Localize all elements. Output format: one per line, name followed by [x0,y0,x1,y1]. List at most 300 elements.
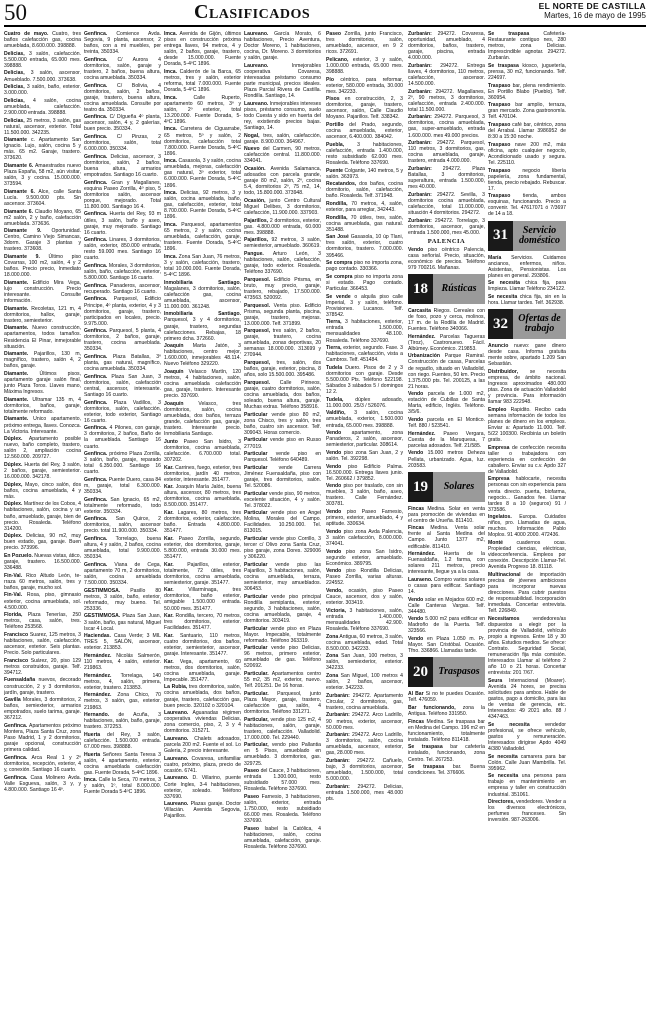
ad-body: vende piso en Angel Molina, Morales del Campo. Facilidades. 10.250.000. Tel. 813015. [244,510,321,535]
ad-lead: Particular. [244,671,269,678]
ad-lead: Particular, [244,716,269,723]
ad-lead: Genfinca. [84,134,108,141]
ad-lead: Rondilla, [326,200,348,207]
ad-body: Calderón de la Barca, 65 metros, tres y salón, exterior reforma, total 7.000.000. Fuente Dorada, 5-4ºC 1896. [164,68,241,94]
ad-lead: Necesitamos [488,615,520,622]
ad-body: Avenida Salamanca, adosados con parcela grande, garaje 80 m2, salón, 2º, cocina 5.4, dormitorios 2º, 75 m2, 14, todo, 15.800.000. 373948. [244,165,321,197]
classified-ad [244,380,321,410]
classified-ad [4,592,81,610]
classified-ad [4,397,81,415]
ad-lead: María [488,254,502,261]
ad-lead: Diamante 9. [4,228,42,235]
classified-ad [164,95,241,125]
ad-body: 294272. Arco Ladrillo, 90 metros, exterior, ascensor, 50.000 mes. [326,712,403,731]
ad-lead: Traspaso [488,122,511,129]
ad-body: Casa Verde; 3 MIL TRES 5, SALÓN, ascensor, exterior. 213853. [84,633,161,652]
ad-lead: Diamante. [4,351,29,358]
classified-ad [4,462,81,480]
ad-lead: Genfinca. [84,82,108,89]
classified-ad [164,801,241,819]
section-header-s31 [488,221,566,251]
ad-lead: Laureano. [164,755,189,762]
classified-ad [164,31,241,67]
ad-body: Plazas garaje. Doctor Villacián. Avenida Segovia, Pajarillos. [164,801,241,820]
ad-lead: Particular [244,437,268,444]
ad-body: Chalets adosados, parcela 200 m2. Fuente el sol. Lo Galeria, 2 precio interesante. [164,736,241,755]
ad-body: Plaza San Juan, 3 salón, baño, gas natural, Miguel Iscar 4 Local. [84,613,161,632]
ad-body: San Miguel, 100 metros 4 salón, 2 baños, ascensor, exterior. 342233. [326,673,403,692]
classified-ad [326,693,403,711]
classified-ad [244,303,321,327]
classified-ad [244,451,321,463]
ad-lead: Fincas [408,718,425,725]
ad-lead: Parquesol, [244,360,271,367]
ad-lead: Delicias, [4,84,25,91]
ad-body: Plaza San Juan, 3 dormitorios, salón, calefacción central, ascensor, interesante. Santiago 16 cuarto. [84,373,161,398]
ad-lead: Junto [164,438,178,445]
classified-ad [244,218,321,236]
ad-lead: Ocasión. [244,165,266,172]
ad-body: García Morato, 6 habitaciones, Precio Aventura, Doctor Moreno, 1 habitaciones, cocina, Dr. Moreno. 3 dormitorios y salón, garaje. [244,31,321,62]
ad-lead: Urbanización [408,353,440,360]
ad-lead: Dúplex. [4,436,23,443]
classified-ad [326,712,403,730]
ad-body: San Quirce, 2 dormitorios, salón, ascensor precio. total 11.900.000. 350334. [84,516,161,535]
classified-ad [4,51,81,69]
classified-ad [408,431,485,449]
ad-body: Calle Pirineos, garaje, cuatro dormitorios, salón, cocina amueblada, dos baños, soleado, buena altura, garaje. Muchas extras. Teléfono 358916. [244,379,321,411]
classified-ad [244,251,321,275]
ad-body: café bar, céntrico, zona del Arrabal. Llamar 3986952 de 8:30 a 15:30 noche. [488,122,566,141]
classified-ad [488,102,566,120]
ad-body: C/ Pinzas, 2 dormitorios, salón, total 6.000.000. 350334. [84,134,161,153]
ad-lead: Seura [488,677,503,684]
ad-body: 294272. Parquesol, 110 metros, 3 dormitorios, gas, cocina amueblada, garaje, trastero, entrada 4.000.000. [408,140,485,165]
ad-body: Rapidito. Recibo cada semana información de todos los planes de dinero en los empleos. Enviar a: Apartado 11.000. Telf. 5/22 100300. Recibirás un boletín gratis. [488,406,566,443]
ad-body: Viana de Cega, apartamento 70 m, 2 dormitorios, salón, cocina amueblada 7.500.000. 350334. [84,561,161,587]
ad-lead: Parquesol. [244,379,271,386]
ad-body: dúplex adosado, 11.000.000. 25/3 / 526076. [326,396,403,409]
classified-ad [408,616,485,634]
classified-ad [326,464,403,482]
ad-lead: Pangue. [244,250,264,257]
classified-ad [4,325,81,349]
ad-body: Rico Altudo León, te-rraza 60 metros, salón, tres y baños, garaje, mucho sol. [4,572,81,591]
classified-ad [408,744,485,762]
ad-lead: Imca. [164,253,178,260]
classified-ad [4,697,81,721]
classified-ad [488,514,566,538]
ad-body: de confección necesita taller o trabajadora con experiencia en confección de caballero. Enviar su c.v. Apdo 327 de Valladolid. [488,444,566,475]
ad-lead: Diamante 9. [4,254,40,261]
classified-ad [84,296,161,326]
ad-lead: Hernández. [84,672,112,679]
ad-lead: Se necesita [488,753,518,760]
ad-body: Riegos. Cereales con de foso, pozo y cerca, molinos, 17 m. de la Rodilla de Madrid. Fuentes. Teléfono 340066. [408,307,485,333]
ad-lead: Se compra [326,273,353,280]
ad-body: Recoletas, 121 m, 4 dormitorios, hallox, garaje, trastero, semiexterior. [4,305,81,324]
classified-ad [164,69,241,93]
classified-ad [84,211,161,235]
ad-lead: Vendo [326,528,342,535]
ad-lead: Zurbarán: [408,114,432,121]
column-7 [488,31,566,1016]
ad-lead: Kar. [164,535,174,542]
classified-ad [164,710,241,734]
ad-lead: Particular [244,510,268,517]
ad-lead: Dúplex, [4,481,23,488]
ad-body: vende piso en Russo 277019. [244,437,321,450]
ad-body: Rondilla, tercero, 70 metros, tres dormitorios, exterior. Facilidades. 351477. [164,613,241,632]
ad-body: Plaza Batallas, 3º planta, gas natural, magnífico, cocina amueblada. 350334. [84,354,161,373]
ad-lead: Paseo [244,768,260,775]
classified-ad [4,137,81,161]
ad-lead: Genfinca. [84,328,108,335]
classified-ad [408,247,485,271]
ad-lead: Genfinca. [84,354,108,361]
ad-body: 3 habitaciones, exterior, entrada 1.500.000, mensualidades 48.100. Rosaleda. Teléfono 337690. [326,319,403,344]
ad-body: Pajarillos, exterior, totalmente, 72 útiles, tres dormitorios, cocina amueblada, semiexterior, garaje. 351477. [164,561,241,586]
classified-ad [84,516,161,534]
classified-ad [164,510,241,534]
classified-ad [326,77,403,95]
ad-body: Nicolás Salmerón, 110 metros, 4 salón, exterior. 219863. [84,652,161,672]
section-number: 20 [408,657,433,687]
classified-ad [244,826,321,850]
classified-ad [84,57,161,81]
ad-lead: Genfinca. [4,722,28,729]
classified-ad [4,371,81,395]
classified-ad [408,417,485,429]
classified-ad [84,400,161,424]
classified-ad [326,294,403,318]
ad-lead: Laureano. [244,100,269,107]
ad-lead: Hernando. [84,712,110,719]
ad-lead: Zurbarán: [408,165,432,172]
classified-ad [326,201,403,213]
ad-lead: Particular [244,411,268,418]
classified-ad [84,732,161,750]
ad-lead: Genfinca. [84,237,108,244]
classified-ad [244,412,321,436]
classified-ad [244,510,321,534]
ad-body: Cuatro, tres baños calefacción gas, cocina amueblada, 8.600.000. 398888. [4,31,81,50]
classified-ad [164,465,241,483]
section-header-s19 [408,472,485,502]
ad-lead: Nuevo [244,146,260,153]
ad-body: 294272. Cañuelo, bajo, 3 dormitorios, ascensor, amueblado, 1.500.000, total 5.000.000. [326,757,403,783]
ad-lead: Zona [326,653,339,660]
classified-ad [244,491,321,509]
classified-ad [4,573,81,591]
classified-ad [84,633,161,651]
ad-lead: Paseo [244,793,260,800]
classified-ad [488,616,566,676]
ad-lead: Genfinca. [84,282,108,289]
ad-lead: Anuncio [488,343,509,350]
ad-body: chica fija, para limpieza. Llamar Teléfono 234122. [488,280,566,293]
ad-body: piso Rondilla Delicias, Paseo Zorrilla, varias alturas. 224552. [326,568,403,587]
ad-lead: Genfinca. [84,425,108,432]
section-name: Servicio doméstico [513,221,566,251]
classified-ad [488,168,566,192]
classified-ad [84,114,161,132]
classified-ad [408,705,485,717]
section-name: Rústicas [433,274,485,304]
ad-lead: Se necesita [488,721,530,728]
classified-ad [326,568,403,586]
ad-body: Apartamentos centro 55 m2, 35 m2, exterior, nuevo. Telf. 201251. De 16 horas. [244,671,321,690]
ad-lead: Vendo [326,483,342,490]
ad-lead: Zurbarán: [408,88,432,95]
ad-lead: Francisco [4,657,29,664]
ad-lead: Fin-Val. [4,592,23,599]
ad-lead: Se traspasa [408,744,443,751]
ad-lead: Se necesita [488,280,520,287]
ad-body: Vega, apartamento, 60 metros, dos dormitorios, salón, cocina amueblada, garaje. Impecable. 351477. [164,658,241,683]
ad-lead: Directores, [488,799,515,806]
ad-body: bar. Buena condiciones. Tel. 376606. [408,764,485,777]
ad-body: 3 salón, calefacción. 5.500.000 entrada, 65.000 mes. 398888. [4,50,81,69]
ad-lead: Traspaso [488,193,511,200]
ad-body: Amaestrados nuevo Plaza España, 58 m2, aún visitar, salón, 3 y cocina. 15.000.000. 373594. [4,163,81,188]
ad-body: Ultramar 135 m, 4 dormitorios, baños, garaje, totalmente reformado. [4,396,81,415]
ad-body: Morales, 3 dormitorios, 2 baños, semiexterior, armarios empotrados, suelo tarima, garaje. 367212. [4,697,81,722]
classified-ad [488,63,566,81]
ad-body: Medina. Se traspasa bar en Medina del Campo. 196 m2 en funcionamiento, totalmente instalado. Teléfono 811418. [408,718,485,743]
ad-lead: Kar. [164,484,174,491]
ad-lead: Particular [244,536,268,543]
ad-lead: Particular. [244,690,269,697]
ad-lead: Joaquín [164,369,184,376]
ad-body: c. Apartamento San Ignacio. Lujo, salón, cocina 5 y más. 65 m2. Garaje, trastero. 373620. [4,137,81,162]
ad-lead: Ocasión, [244,197,266,204]
ad-body: Servicios. Cuidamos ancianos, enfermos, niños. Asistentas, Pensionistas. Los planes en general. 293806. [488,254,566,279]
ad-lead: Dúplex. [4,533,23,540]
ad-lead: Laureano. [164,736,189,742]
classified-ad [326,319,403,343]
ad-lead: Genfinca. [4,774,28,781]
classified-ad [244,437,321,449]
classified-ad [244,133,321,145]
classified-ad [326,397,403,409]
ad-lead: Paseo [244,825,260,832]
ad-body: camarera para bar Colón. Calle Juan Mambrilla. Tel. 395962. [488,753,566,772]
classified-ad [408,140,485,164]
ad-body: Comience Avda. Segovia, 9 planta, ascensor, 2 baños, con a mi muebles, per treinta, 350334. [84,31,161,56]
ad-body: Casasola, 3 y salón, cocina amueblada, mejoras, calefacción gas natural, 3º exterior, total 6.000.000. Fuente Dorada, 5-4ºC 1896. [164,158,241,189]
ad-body: Huerta de la Fuensaldaña, 1.2 farma, con solares 211 metros, precio interesante, llegue ya a la casa. [408,551,485,576]
classified-ad [244,671,321,689]
ad-body: en Plaza 1.050 m. Pr. Mayor. San Cristóbal. Ocasión. Tfno. 336866. Llamadas tarde. [408,636,485,655]
classified-ad [408,114,485,138]
ad-body: Panaderos, ascensor, recuperado. Santiago 16 cuarto. [84,282,161,295]
ad-lead: Paseo [326,31,342,37]
classified-ad [244,536,321,560]
classified-ad [84,562,161,586]
ad-body: tres dormitorios, salón, cocina amueblada, dos baños, garaje, trastero, calefacción gas, buen precio. 320102 o 320104. [164,684,241,709]
classified-ad [4,351,81,369]
column-3 [164,31,241,1016]
classified-ad [84,653,161,671]
classified-ad [4,416,81,434]
ad-body: Parquesol, 5 planta, 4 dormitorios, 2 baños, garaje, trastero, cocina amueblada. 350334. [84,328,161,353]
ad-body: Marta Jatón, 3 habitaciones, centro mejor, 1.600.000, inmejorables 48.114. Nuevo Teléfono 329220. [164,343,241,368]
ad-lead: Dúplex. [4,501,23,508]
classified-ad [84,83,161,113]
ad-lead: Vendo [326,449,342,456]
ad-body: de Acuña, 3 habitaciones, salón, baño, garaje, trastero. 372253. [84,712,161,731]
ad-body: vende piso las Pajarillos, 3 habitaciones, salón, cocina amueblada, terraza, semiexterior, muy amueblados. 306453. [244,561,321,593]
classified-ad [408,577,485,595]
ad-body: Nuevas vistas, ático, garaje, trastero. 16.500.000. 336488. [4,553,81,572]
ad-lead: Diamante. [4,370,29,377]
ad-body: Linares, 3 dormitorios, salón, exterior, 850.000 entrada, resto 59.000 mes. Santiago 16 cuarto. [84,237,161,262]
ad-body: Claudio Moyano, 65 m2 salón, 2 y baño, calefacción amueblada. 373636. [4,208,81,227]
ad-body: Villarmínaga, tres dormitorios, baño exterior, amigable 1.500.000 entrada. 50.000 mes. 351477. [164,587,241,612]
classified-ad [164,736,241,754]
ad-lead: Parquesol, [244,328,271,335]
ad-body: Último piso Covarras, 100 m2, salón, 4 y 2 baños. Precio precio, Inmediato 18.000.000. [4,254,81,279]
ad-lead: Diamante 6. [4,163,34,170]
classified-ad [488,540,566,570]
ad-lead: Distribuidor, [488,368,518,375]
ad-lead: Monté [488,540,503,547]
ad-body: hablocarte, necesita personas con sin experiencia para venta directo. puerta, biofarma, negocio... Ganados fee. Llamar tardes 8 a 10 (seguros) 91 / 373586. [488,476,566,513]
ad-body: San Juan, 100 metros, 3 salón, semiexterior, exterior. 342233. [326,653,403,672]
ad-body: Calle la Seca, 70 metros, 3 y salón, 1º, total 8.000.000. Fuente Dorada 5-4ºC 1896. [84,777,161,796]
ad-lead: Imca. [164,158,178,165]
ad-lead: Genfinca. [84,536,108,543]
column-5 [326,31,403,1016]
ad-body: piso no importa zona, pago contado. 330366. [326,260,403,273]
ad-body: 294272. Entrega llaves, 4 dormitorios, 110 metros, calefacción, ascensor. 14.500.000. [408,62,485,87]
ad-lead: Vendo [408,616,424,623]
ad-body: exterior, 3 y salón, 1.000.000 entrada, 65.000 mes. 398888. [326,56,403,75]
ad-body: piso zona San Isidro, segundo exterior, amueblado. Económico. 389795. [326,548,403,567]
classified-ad [326,31,403,55]
classified-ad [488,407,566,443]
classified-ad [4,632,81,656]
ad-body: piso zona San Juan, 2 y salón. Tel. 392298. [326,449,403,462]
classified-ad [326,215,403,233]
ad-lead: Parquesol. [244,302,271,309]
classified-ad [4,118,81,136]
ad-lead: Inmobiliaria Santiago. [164,279,241,286]
classified-ad [408,63,485,87]
ad-body: Edificio Mira Vega, lujo construcción. Precio interesante. Consulte información. [4,279,81,305]
ad-body: C/ Bolivia, 4 dormitorios, salón, 2 baños, garaje, trastero, buena altura, cocina amueblada. Consulte por teatro da. 350334. [84,82,161,113]
ad-lead: Traspaso [488,82,511,89]
column-2 [84,31,161,1016]
classified-ad [408,31,485,61]
ad-body: San Ignacio, 65 m2, totalmente reformado, todo exterior. 350334. [84,496,161,515]
classified-ad [84,425,161,449]
ad-lead: Zurbarán: [326,712,350,719]
classified-ad [4,775,81,793]
ad-body: piso Edificio Palma. 16.500.000. Entrega llaves junio. Tel. 260662 / 379852. [326,463,403,482]
ad-body: Gran y Magallanes, esquina Paseo Zorrilla, 4º piso, 5 dormitorios salón, ascensor porque, mejorado. Total 11.800.000. Santiago 16 4. [84,179,161,210]
classified-ad [408,166,485,190]
classified-ad [244,237,321,249]
ad-lead: Particular [244,451,268,458]
ad-body: Alce, calle Santa Lucía. 9.500.000 pts. Sin ascensor. 373604. [4,188,81,207]
classified-ad [84,497,161,515]
ad-lead: Zurbarán: [326,732,350,739]
ad-lead: Zona [326,633,339,640]
ad-lead: Francisco [4,631,29,638]
classified-ad [244,146,321,164]
ad-body: D. Villarino, puente Corte Ingles, 3-4 habitaciones, exterior, soleado. Teléfono 337690. [164,775,241,800]
classified-ad [4,658,81,676]
classified-ad [4,280,81,304]
ad-lead: Puente [326,167,343,174]
ad-lead: Gavilla [4,697,21,704]
ad-lead: Joaquín [164,343,184,350]
classified-ad [84,477,161,495]
ad-lead: Genfinca. [84,179,108,186]
ad-lead: Particular [244,625,268,632]
classified-ad [488,193,566,217]
ad-lead: Vendo, [326,588,343,595]
ad-lead: Genfinca. [84,153,108,160]
classified-ad [326,234,403,258]
ad-body: Suarez, 125 metros, 3 habitaciones, salón, calefacción, ascensor, exterior. Seis plantas. Precio. Solo particulares. [4,631,81,657]
ad-lead: Kar. [164,613,174,620]
classified-ad [4,163,81,187]
classified-ad [84,374,161,398]
ad-body: C/ Aurora 4 dormitorios, salón, garaje y trastero, 2 baños, buena altura, cocina amueblada. 350334. [84,56,161,81]
classified-ad [244,198,321,216]
classified-ad [164,633,241,657]
ad-body: Oportunidad. Centro, Camino Viejo Simancas, 3dorm. Garaje 3 plantas y trastero. 373608. [4,228,81,253]
ad-body: Plaza Tenerías, 250 metros, casa, salón, tres. Teléfono 253568. [4,612,81,631]
section-number: 19 [408,472,433,502]
classified-ad [408,391,485,415]
classified-ad [326,260,403,272]
ad-lead: Hernández. [408,333,436,340]
ad-body: Medina. Solar en venta para promoción de viviendas en el centro de Urueña. 811410. [408,505,485,524]
ad-body: Arturo León, 3 habitaciones, salón, calefacción, garaje, todo exterior. Rosaleda. Teléfono 337690. [244,250,321,276]
ad-lead: Genfinca. [84,31,108,37]
classified-ad [326,181,403,199]
classified-ad [408,218,485,236]
ad-body: Zona San Juan, 76 metros, 3 y salón, calefacción, trastero, total 10.000.000. Fuente Dorada, 5-4ºC 1896. [164,253,241,278]
classified-ad [164,775,241,799]
ad-lead: Dúplex. [4,461,23,468]
ad-body: bar cafetería instalado, funcionando, zona Centro. Tel. 267253. [408,744,485,763]
ad-lead: Delicias, [4,70,25,77]
classified-ad [408,450,485,468]
ad-body: Parquesol, 3 y 4 dormitorios, garaje, trastero, segundas calefacciones. Rebajas, 18 primero dcha. 372660. [164,317,241,342]
classified-ad [84,752,161,776]
ad-body: Torrelaga, 140 metros, 4, salón, primera, exterior, trastero. 213853. [84,672,161,691]
classified-ad [4,254,81,278]
ad-body: 294272. Covaresa, oportunidad, amueblado, 4 dormitorios, baños, trastero, garaje, piscina, entrada 4.000.000. [408,31,485,62]
classified-ad [408,525,485,549]
ad-body: Zona Chico, 70 metros, 3 salón, gas, exterior. 219863. [84,692,161,711]
classified-ad [408,506,485,524]
classified-ad [4,755,81,773]
column-1 [4,31,81,1016]
ad-body: parcela en El Montico. Telf. 880 / 523541. [408,417,485,430]
ad-body: 70 metros, 4, salón, exterior, para arreglar, 342443. [326,200,403,214]
ad-body: Antigua, 60 metros, 3 salón, cocina amueblada, edad. Total 8.500.000. 342233. [326,633,403,652]
section-number: 18 [408,274,433,304]
classified-ad [408,353,485,389]
ad-body: Joaquín María Jalón, buena altura, ascensor, 80 metros, tres dormitorios, cocina amueblada, 8.500.000. 351477. [164,484,241,509]
ad-body: Velasco Martín, 120 metros, 4 habitaciones, salón, cocina amueblada calefacción gas, garaje, trastero. Interesante precio. 337690. [164,369,241,400]
